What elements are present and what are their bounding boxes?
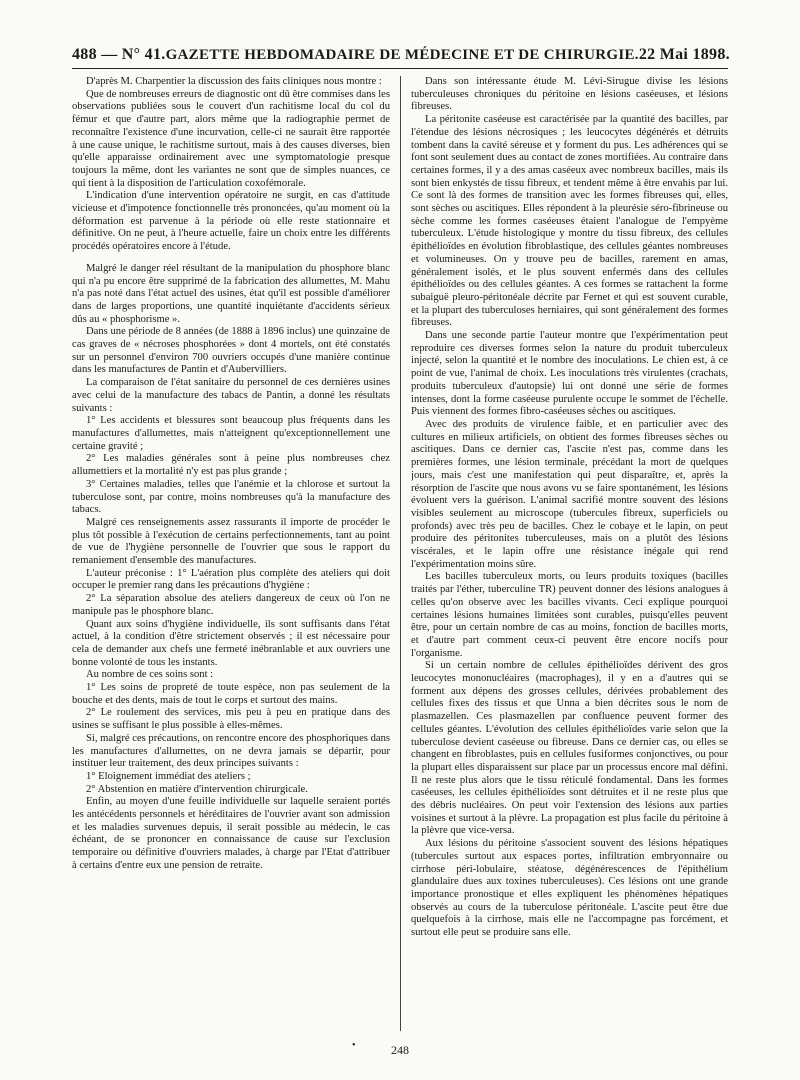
paragraph: 2° La séparation absolue des ateliers dangereux de ceux où l'on ne manipule pas le phosphore blanc. bbox=[72, 593, 390, 617]
paragraph: 1° Les accidents et blessures sont beaucoup plus fréquents dans les manufactures d'allumettes, mais n'atteignent qu'exceptionnellement une certaine gravité ; bbox=[72, 415, 390, 452]
paragraph: 2° Abstention en matière d'intervention chirurgicale. bbox=[86, 783, 308, 795]
folio-number: 248 bbox=[391, 1043, 409, 1057]
paragraph: La péritonite caséeuse est caractérisée par la quantité des bacilles, par l'étendue des lésions nécrosiques ; les leucocytes dégénérés et détruits tombent dans la cavité séreuse et y forment du pus. Les adhérences qui se font sont seulement dues au contact de zones mortifiées. Au contraire dans certaines formes, il y a des amas caséeux avec nombreux bacilles, mais ils sont bien enkystés de tissu fibreux, et tendent même à être envahis par lui. Ce sont là des formes de transition avec les formes fibreuses qui, elles, sont sèches ou ascitiques. Elles répondent à la pleurésie séro-fibrineuse ou sèche comme les formes caséeuses étaient l'analogue de l'empyème tuberculeux. L'étude histologique y montre du tissu fibreux, des cellules épithélioïdes en évolution fibroblastique, des cellules géantes nombreuses et volumineuses. On y trouve peu de bacilles, rarement en amas, généralement isolés, et le plus souvent enfermés dans des cellules épithélioïdes ou des cellules géantes. A ces formes se rattachent la forme subaiguë pleuro-péritonéale décrite par Fernet et qui est souvent curable, et la plupart des tuberculoses herniaires, qui sont généralement des formes fibreuses. bbox=[411, 114, 728, 329]
paragraph: L'indication d'une intervention opératoire ne surgit, en cas d'attitude vicieuse et d'impotence fonctionnelle très prononcées, qu'au moment où la déformation est parvenue à la période où elle reste stationnaire et définitive. On ne peut, à l'heure actuelle, faire un choix entre les différents procédés opératoires encore à l'étude. bbox=[72, 190, 390, 253]
paragraph: 2° Le roulement des services, mis peu à peu en pratique dans des usines se suffisant le plus possible à elles-mêmes. bbox=[72, 707, 390, 732]
paragraph: Quant aux soins d'hygiène individuelle, ils sont suffisants dans l'état actuel, à la condition d'être strictement observés ; il est nécessaire pour cela de demander aux chefs une fermeté inébranlable et aux ouvriers une bonne volonté de tous les instants. bbox=[72, 618, 390, 668]
paragraph: Au nombre de ces soins sont : bbox=[86, 669, 214, 681]
paragraph: Si, malgré ces précautions, on rencontre encore des phosphoriques dans les manufactures d'allumettes, on ne devra jamais se départir, pour instituer leur traitement, des deux principes suivants : bbox=[72, 732, 390, 770]
paragraph: Enfin, au moyen d'une feuille individuelle sur laquelle seraient portés les antécédents personnels et héréditaires de l'ouvrier avant son admission et les maladies survenues depuis, il serait possible au médecin, le cas échéant, de se prononcer en connaissance de cause sur l'exclusion temporaire ou définitive d'ouvriers malades, à charge par l'Etat d'attribuer à certains d'entre eux une pension de retraite. bbox=[72, 796, 390, 871]
paragraph: Si un certain nombre de cellules épithélioïdes dérivent des gros leucocytes mononucléaires (macrophages), il y en a d'autres qui se forment aux dépens des grosses cellules, dérivées probablement des cellules fixes des tissus et que Unna a bien décrites sous le nom de plasmazellen. Ces plasmazellen par confluence peuvent former des cellules géantes. L'évolution des cellules épithélioïdes varie selon que la tuberculose devient caséeuse ou fibreuse. Dans ce dernier cas, ou elles se changent en fibroblastes, puis en cellules fusiformes conjonctives, ou pour la plupart elles disparaissent sur place par un processus encore mal défini. Il ne reste plus alors que le tissu réticulé fondamental. Dans les formes caséeuses, les cellules épithélioïdes sont détruites et il ne reste plus que des débris nucléaires. On peut voir l'extension des lésions aux parties voisines et surtout à la plèvre. La propagation est plus facile du péritoine à la plèvre que vice-versa. bbox=[411, 660, 728, 837]
paragraph: Dans une période de 8 années (de 1888 à 1896 inclus) une quinzaine de cas graves de « nécroses phosphorées » dont 4 mortels, ont été constatés sur un personnel d'environ 700 ouvriers occupés d'une manière continue dans les manufactures de Pantin et d'Aubervilliers. bbox=[72, 326, 390, 376]
paragraph: Aux lésions du péritoine s'associent souvent des lésions hépatiques (tubercules surtout aux espaces portes, infiltration embryonnaire ou cirrhose péri-lobulaire, stéatose, dégénérescences de l'épithélium glandulaire dues aux toxines tuberculeuses). Ces lésions ont une grande importance pronostique et elles expliquent les phénomènes hépatiques observés au cours de la tuberculose péritonéale. L'ascite peut être due quelquefois à la cirrhose, mais elle ne l'accompagne pas forcément, et surtout elle peut se produire sans elle. bbox=[411, 838, 728, 939]
left-column bbox=[72, 76, 390, 1031]
paragraph: 2° Les maladies générales sont à peine plus nombreuses chez allumettiers et la mortalité n'y est pas plus grande ; bbox=[72, 453, 390, 478]
paragraph: Dans une seconde partie l'auteur montre que l'expérimentation peut reproduire ces diverses formes selon la nature du produit tuberculeux injecté, selon la quantité et le nombre des inoculations. Le chien est, à ce point de vue, l'animal de choix. Les inoculations très virulentes (crachats, produits tuberculeux d'autopsie) lui ont donné une série de formes intenses, dont la forme caséeuse purulente occupe le sommet de l'échelle. Puis viennent des formes fibro-caséeuses sèches ou ascitiques. bbox=[411, 330, 728, 418]
paragraph: L'auteur préconise : 1° L'aération plus complète des ateliers qui doit occuper le premier rang dans les précautions d'hygiène : bbox=[72, 567, 390, 592]
paragraph: Que de nombreuses erreurs de diagnostic ont dû être commises dans les observations publiées sous le couvert d'un rachitisme local du col du fémur et que d'autre part, alors même que la radiographie permet de reconnaître l'existence d'une incurvation, celle-ci ne saurait être rapportée à une cause unique, le rachitisme surtout, mais à des causes diverses, bien qu'elle apparaisse ordinairement avec une symptomatologie presque toujours la même, dont les variantes ne sont que de simples nuances, ce qui tient à la disposition de l'articulation coxofémorale. bbox=[72, 88, 390, 189]
paragraph: Avec des produits de virulence faible, et en particulier avec des cultures en milieux artificiels, on obtient des formes fibreuses sèches ou ascitiques. Dans ce dernier cas, l'ascite n'est pas, comme dans les premières formes, une lésion terminale, précédant la mort de quelques jours, mais c'est une manifestation qui peut disparaître, et, après la résorption de l'ascite que nous avons vu se faire spontanément, les lésions évoluent vers la guérison. L'animal sacrifié montre souvent des lésions visibles seulement au microscope (tubercules fibreux, superficiels ou profonds) avec très peu de bacilles. Chez le cobaye et le lapin, on peut produire des péritonites tuberculeuses, mais on a plutôt des lésions viscérales, et le lapin offre une résistance inégale qui rend l'expérimentation moins sûre. bbox=[411, 418, 728, 570]
paragraph: Dans son intéressante étude M. Lévi-Sirugue divise les lésions tuberculeuses chroniques du péritoine en lésions caséeuses, et lésions fibreuses. bbox=[411, 76, 728, 113]
paragraph: Malgré le danger réel résultant de la manipulation du phosphore blanc qui n'a pu encore être supprimé de la fabrication des allumettes, M. Mahu n'a pas noté dans l'état actuel des usines, état qu'il est possible d'améliorer dans de larges proportions, une quantité inquiétante d'accidents sérieux dûs au « phosphorisme ». bbox=[72, 262, 390, 325]
paragraph: 1° Eloignement immédiat des ateliers ; bbox=[86, 770, 251, 782]
column-divider bbox=[400, 76, 401, 1031]
text-columns bbox=[72, 76, 728, 1031]
paragraph: La comparaison de l'état sanitaire du personnel de ces dernières usines avec celui de la manufacture des tabacs de Pantin, a donné les résultats suivants : bbox=[72, 377, 390, 414]
issue-date: 22 Mai 1898. bbox=[638, 46, 730, 63]
paragraph: Les bacilles tuberculeux morts, ou leurs produits toxiques (bacilles traités par l'éther, tuberculine TR) peuvent donner des lésions analogues à celles qu'on observe avec les bacilles vivants. Ceci explique pourquoi certaines lésions humaines limitées sont curables, puisqu'elles peuvent être, pour un certain nombre de cas au moins, fonction de bacilles morts, et d'autre part comment ceux-ci peuvent être encore nocifs pour l'organisme. bbox=[411, 571, 728, 659]
paragraph: Malgré ces renseignements assez rassurants il importe de procéder le plus tôt possible à l'exécution de certains perfectionnements, tant au point de vue de l'hygiène personnelle de l'ouvrier que sous le rapport du remaniement d'ensemble des manufactures. bbox=[72, 516, 390, 567]
header-rule bbox=[72, 68, 728, 69]
running-header bbox=[72, 40, 728, 64]
printer-mark: • bbox=[352, 1040, 356, 1051]
paragraph: 1° Les soins de propreté de toute espèce, non pas seulement de la bouche et des dents, mais de tout le corps et surtout des mains. bbox=[72, 682, 390, 706]
right-column bbox=[411, 76, 728, 1031]
paragraph: D'après M. Charpentier la discussion des faits cliniques nous montre : bbox=[86, 76, 382, 87]
page-number-issue: 488 — N° 41. bbox=[72, 46, 166, 63]
paragraph: 3° Certaines maladies, telles que l'anémie et la chlorose et surtout la tuberculose sont, par contre, moins nombreuses qu'à la manufacture des tabacs. bbox=[72, 478, 390, 516]
journal-title: GAZETTE HEBDOMADAIRE DE MÉDECINE ET DE CHIRURGIE. bbox=[165, 47, 639, 63]
